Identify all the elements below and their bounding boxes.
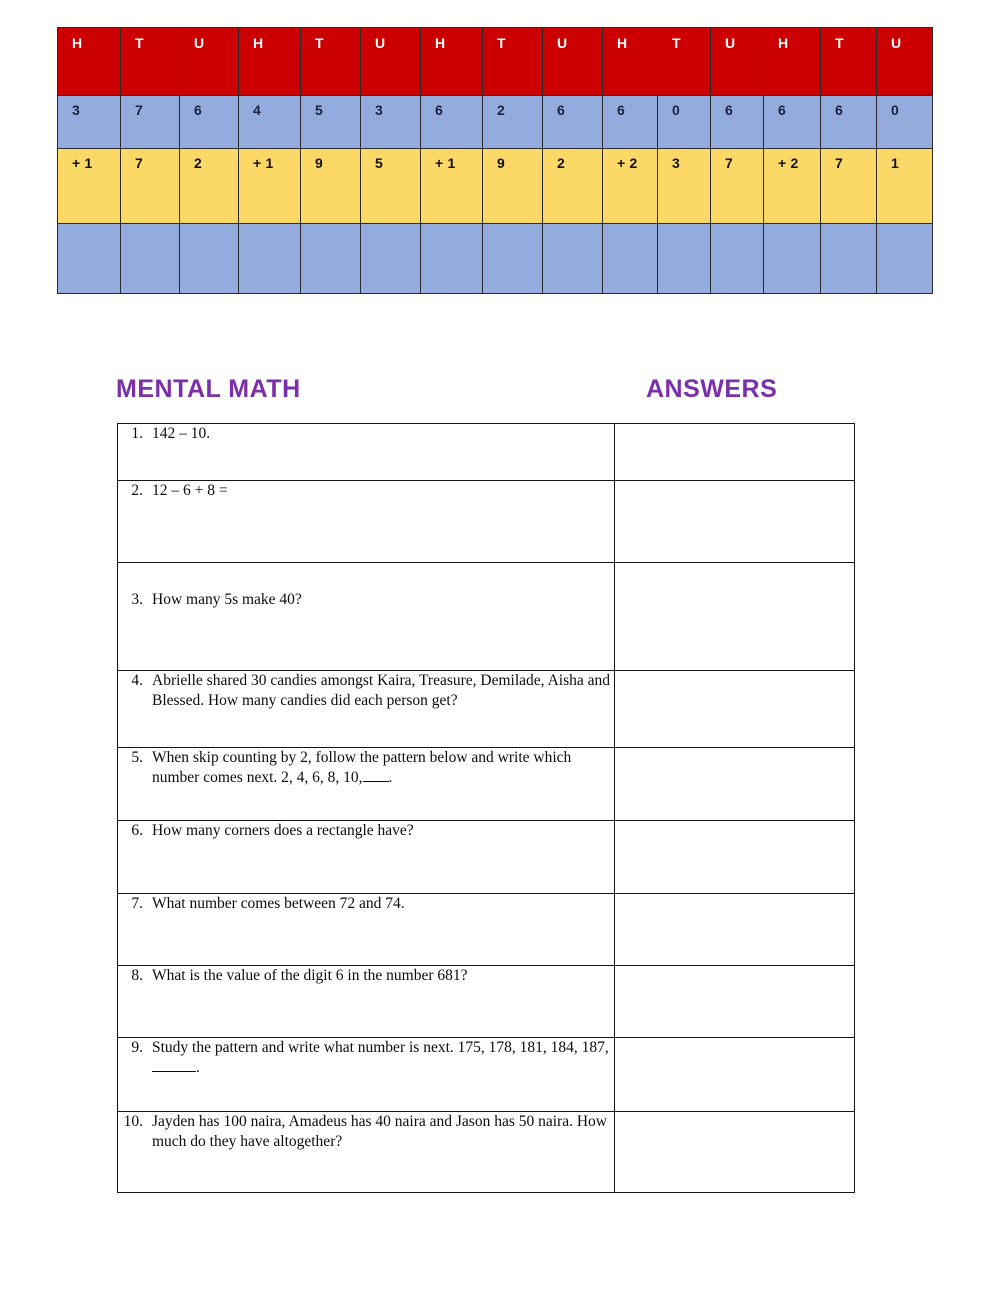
question-text: How many corners does a rectangle have? xyxy=(152,822,414,839)
digit: 7 xyxy=(135,102,143,118)
header-label-t: T xyxy=(135,35,144,51)
group-5-number-t xyxy=(821,96,877,149)
addend-digit: 1 xyxy=(891,155,899,171)
group-1-answer-h[interactable] xyxy=(58,224,121,294)
addend-digit: 9 xyxy=(497,155,505,171)
group-5-header-u xyxy=(877,28,933,96)
group-2-answer-h[interactable] xyxy=(239,224,301,294)
addend-digit: 7 xyxy=(135,155,143,171)
digit: 6 xyxy=(435,102,443,118)
question-cell-1 xyxy=(118,424,615,481)
question-number: 1. xyxy=(131,425,143,442)
group-2-header-t xyxy=(301,28,361,96)
question-number: 4. xyxy=(131,672,143,689)
header-label-u: U xyxy=(725,35,736,51)
table-row xyxy=(118,966,855,1038)
answer-cell-6[interactable] xyxy=(615,821,855,894)
question-text-after: . xyxy=(196,1059,200,1077)
header-label-t: T xyxy=(497,35,506,51)
group-1-addend-t xyxy=(121,149,180,224)
group-4-header-t xyxy=(658,28,711,96)
header-label-t: T xyxy=(672,35,681,51)
answer-cell-8[interactable] xyxy=(615,966,855,1038)
addend-digit: 7 xyxy=(835,155,843,171)
group-1-header-u xyxy=(180,28,239,96)
question-text xyxy=(152,1038,614,1079)
table-row xyxy=(118,563,855,671)
digit: 6 xyxy=(778,102,786,118)
group-3-answer-h[interactable] xyxy=(421,224,483,294)
digit: 4 xyxy=(253,102,261,118)
fill-in-blank[interactable] xyxy=(152,1071,196,1072)
group-1-number-t xyxy=(121,96,180,149)
digit: 3 xyxy=(72,102,80,118)
addend-digit: 9 xyxy=(315,155,323,171)
digit: 6 xyxy=(725,102,733,118)
group-1-header-t xyxy=(121,28,180,96)
place-value-addend-row xyxy=(58,149,933,224)
group-2-header-u xyxy=(361,28,421,96)
group-3-header-h xyxy=(421,28,483,96)
header-label-u: U xyxy=(194,35,205,51)
place-value-header-row xyxy=(58,28,933,96)
group-2-number-u xyxy=(361,96,421,149)
group-3-header-t xyxy=(483,28,543,96)
header-label-u: U xyxy=(891,35,902,51)
group-3-addend-h xyxy=(421,149,483,224)
group-4-number-u xyxy=(711,96,764,149)
addend-digit: + 1 xyxy=(435,155,456,171)
digit: 5 xyxy=(315,102,323,118)
answer-cell-2[interactable] xyxy=(615,481,855,563)
answer-cell-7[interactable] xyxy=(615,894,855,966)
mental-math-heading: MENTAL MATH xyxy=(116,375,301,403)
group-3-answer-t[interactable] xyxy=(483,224,543,294)
group-4-number-t xyxy=(658,96,711,149)
addend-digit: + 2 xyxy=(778,155,799,171)
question-text: Abrielle shared 30 candies amongst Kaira, Treasure, Demilade, Aisha and Blessed. How many candies did each person get? xyxy=(152,672,610,710)
digit: 2 xyxy=(497,102,505,118)
question-text: What is the value of the digit 6 in the number 681? xyxy=(152,967,468,984)
group-1-number-u xyxy=(180,96,239,149)
answer-cell-10[interactable] xyxy=(615,1112,855,1193)
addend-digit: 3 xyxy=(672,155,680,171)
place-value-addition-table xyxy=(57,27,933,294)
question-text: Jayden has 100 naira, Amadeus has 40 naira and Jason has 50 naira. How much do they have altogether? xyxy=(152,1113,607,1151)
question-text: 142 – 10. xyxy=(152,425,211,442)
header-label-h: H xyxy=(435,35,446,51)
group-2-answer-t[interactable] xyxy=(301,224,361,294)
question-cell-3 xyxy=(118,563,615,671)
group-2-header-h xyxy=(239,28,301,96)
addend-digit: + 1 xyxy=(253,155,274,171)
group-3-answer-u[interactable] xyxy=(543,224,603,294)
addend-digit: 7 xyxy=(725,155,733,171)
group-2-answer-u[interactable] xyxy=(361,224,421,294)
group-3-number-t xyxy=(483,96,543,149)
group-4-answer-t[interactable] xyxy=(658,224,711,294)
group-2-addend-h xyxy=(239,149,301,224)
question-text-before: When skip counting by 2, follow the pattern below and write which number comes next. 2, 4, 6, 8, 10, xyxy=(152,749,572,787)
question-cell-4 xyxy=(118,671,615,748)
digit: 0 xyxy=(672,102,680,118)
digit: 6 xyxy=(194,102,202,118)
addend-digit: 2 xyxy=(194,155,202,171)
group-3-header-u xyxy=(543,28,603,96)
group-2-number-t xyxy=(301,96,361,149)
group-1-addend-h xyxy=(58,149,121,224)
answers-heading: ANSWERS xyxy=(646,375,778,403)
group-5-answer-t[interactable] xyxy=(821,224,877,294)
question-cell-2 xyxy=(118,481,615,563)
table-row xyxy=(118,894,855,966)
question-text: How many 5s make 40? xyxy=(152,591,302,608)
place-value-number-row xyxy=(58,96,933,149)
group-1-number-h xyxy=(58,96,121,149)
group-2-addend-u xyxy=(361,149,421,224)
header-label-h: H xyxy=(72,35,83,51)
group-5-number-u xyxy=(877,96,933,149)
question-text xyxy=(152,748,614,789)
question-cell-7 xyxy=(118,894,615,966)
group-4-number-h xyxy=(603,96,658,149)
question-cell-10 xyxy=(118,1112,615,1193)
group-5-answer-h[interactable] xyxy=(764,224,821,294)
header-label-u: U xyxy=(557,35,568,51)
digit: 3 xyxy=(375,102,383,118)
question-cell-5 xyxy=(118,748,615,821)
answer-cell-3[interactable] xyxy=(615,563,855,671)
table-row xyxy=(118,671,855,748)
group-4-header-h xyxy=(603,28,658,96)
answer-cell-5[interactable] xyxy=(615,748,855,821)
group-3-addend-u xyxy=(543,149,603,224)
mental-math-table-wrapper xyxy=(117,423,854,1193)
header-label-h: H xyxy=(253,35,264,51)
answer-cell-9[interactable] xyxy=(615,1038,855,1112)
table-row xyxy=(118,821,855,894)
question-text-after: . xyxy=(388,769,393,787)
group-5-header-t xyxy=(821,28,877,96)
group-4-header-u xyxy=(711,28,764,96)
group-1-answer-u[interactable] xyxy=(180,224,239,294)
answer-cell-1[interactable] xyxy=(615,424,855,481)
group-5-addend-u xyxy=(877,149,933,224)
table-row xyxy=(118,424,855,481)
group-5-number-h xyxy=(764,96,821,149)
group-4-answer-u[interactable] xyxy=(711,224,764,294)
group-1-addend-u xyxy=(180,149,239,224)
addend-digit: + 1 xyxy=(72,155,93,171)
question-number: 3. xyxy=(131,591,143,608)
group-4-addend-u xyxy=(711,149,764,224)
question-cell-9 xyxy=(118,1038,615,1112)
header-label-h: H xyxy=(617,35,628,51)
digit: 6 xyxy=(617,102,625,118)
header-label-t: T xyxy=(315,35,324,51)
addend-digit: 2 xyxy=(557,155,565,171)
group-3-number-h xyxy=(421,96,483,149)
group-3-addend-t xyxy=(483,149,543,224)
question-number: 6. xyxy=(131,822,143,839)
header-label-u: U xyxy=(375,35,386,51)
mental-math-table xyxy=(117,423,855,1193)
question-number: 9. xyxy=(131,1039,143,1056)
place-value-table-wrapper xyxy=(57,27,917,292)
group-5-answer-u[interactable] xyxy=(877,224,933,294)
group-4-addend-t xyxy=(658,149,711,224)
group-4-addend-h xyxy=(603,149,658,224)
group-2-addend-t xyxy=(301,149,361,224)
question-cell-8 xyxy=(118,966,615,1038)
header-label-h: H xyxy=(778,35,789,51)
group-5-addend-t xyxy=(821,149,877,224)
group-5-header-h xyxy=(764,28,821,96)
group-1-header-h xyxy=(58,28,121,96)
question-number: 10. xyxy=(123,1113,143,1130)
question-text-before: Study the pattern and write what number is next. 175, 178, 181, 184, 187, xyxy=(152,1039,609,1056)
question-number: 5. xyxy=(131,749,143,766)
fill-in-blank[interactable] xyxy=(363,781,389,782)
question-text: What number comes between 72 and 74. xyxy=(152,895,405,912)
digit: 0 xyxy=(891,102,899,118)
question-number: 8. xyxy=(131,967,143,984)
group-3-number-u xyxy=(543,96,603,149)
table-row xyxy=(118,748,855,821)
group-5-addend-h xyxy=(764,149,821,224)
header-label-t: T xyxy=(835,35,844,51)
question-text: 12 – 6 + 8 = xyxy=(152,482,228,499)
table-row xyxy=(118,481,855,563)
group-4-answer-h[interactable] xyxy=(603,224,658,294)
table-row xyxy=(118,1038,855,1112)
answer-cell-4[interactable] xyxy=(615,671,855,748)
addend-digit: 5 xyxy=(375,155,383,171)
place-value-answer-row xyxy=(58,224,933,294)
group-1-answer-t[interactable] xyxy=(121,224,180,294)
question-number: 7. xyxy=(131,895,143,912)
digit: 6 xyxy=(835,102,843,118)
digit: 6 xyxy=(557,102,565,118)
question-number: 2. xyxy=(131,482,143,499)
table-row xyxy=(118,1112,855,1193)
question-cell-6 xyxy=(118,821,615,894)
addend-digit: + 2 xyxy=(617,155,638,171)
group-2-number-h xyxy=(239,96,301,149)
